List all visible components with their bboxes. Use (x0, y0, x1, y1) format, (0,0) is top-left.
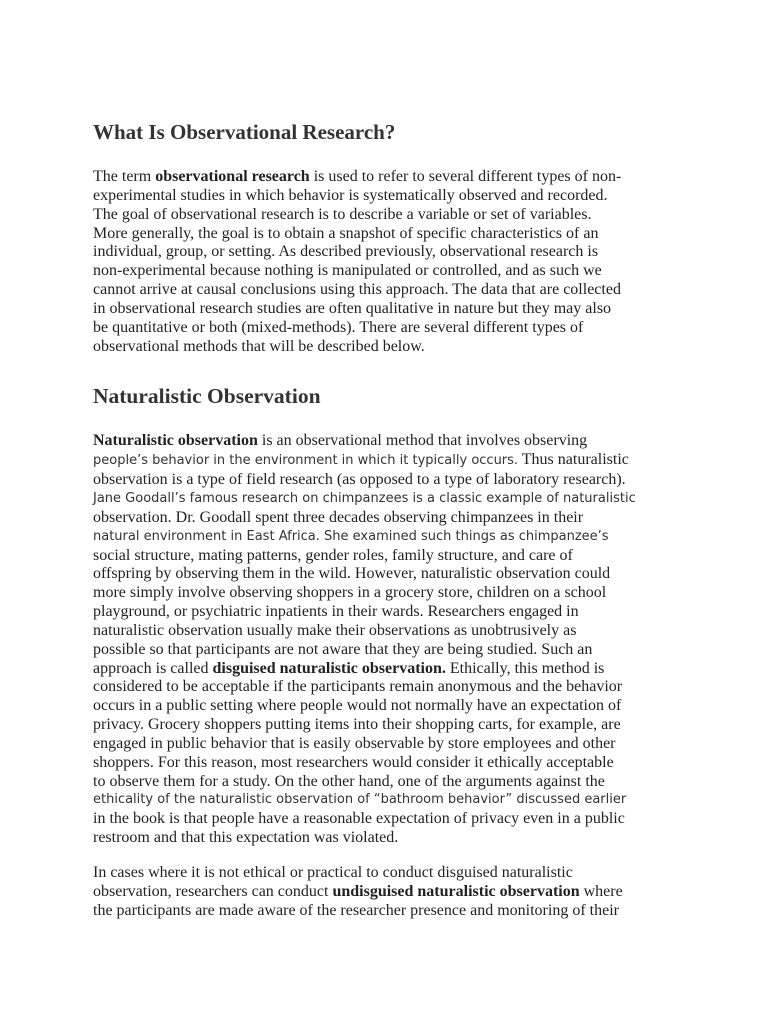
text-line (93, 432, 678, 451)
text-line: naturalistic observation usually make their observations as unobtrusively as (93, 621, 577, 639)
text-run: is an observational method that involves observing (257, 432, 588, 450)
text-run: Thus naturalistic (518, 451, 629, 469)
paragraph-observational-research (93, 168, 678, 356)
bold-term: Naturalistic observation (93, 432, 258, 450)
text-line: in observational research studies are often qualitative in nature but they may also (93, 299, 612, 317)
text-line: cannot arrive at causal conclusions using this approach. The data that are collected (93, 281, 621, 299)
bold-term: observational research (155, 168, 310, 185)
text-line (93, 660, 678, 679)
text-line: to observe them for a study. On the other hand, one of the arguments against the (93, 772, 605, 790)
text-run: The term (93, 168, 156, 185)
text-line: social structure, mating patterns, gender roles, family structure, and care of (93, 546, 573, 564)
text-line: observation is a type of field research (as opposed to a type of laboratory research). (93, 471, 626, 489)
section-heading-observational-research: What Is Observational Research? (93, 120, 396, 144)
bold-term: undisguised naturalistic observation (332, 882, 580, 900)
text-line: engaged in public behavior that is easily observable by store employees and other (93, 734, 616, 752)
text-line: individual, group, or setting. As described previously, observational research is (93, 243, 599, 261)
text-line: occurs in a public setting where people would not normally have an expectation of (93, 697, 622, 715)
text-line: possible so that participants are not aware that they are being studied. Such an (93, 640, 593, 658)
text-run: is used to refer to several different types of non- (309, 168, 622, 185)
text-line: playground, or psychiatric inpatients in their wards. Researchers engaged in (93, 603, 579, 621)
text-run: where (579, 882, 623, 900)
text-line: privacy. Grocery shoppers putting items into their shopping carts, for example, are (93, 716, 621, 734)
text-line: More generally, the goal is to obtain a snapshot of specific characteristics of an (93, 224, 599, 242)
section-heading-naturalistic-observation: Naturalistic Observation (93, 384, 321, 409)
text-line: non-experimental because nothing is manipulated or controlled, and as such we (93, 262, 602, 280)
text-run: Ethically, this method is (445, 659, 605, 677)
text-line: observational methods that will be described below. (93, 337, 425, 355)
text-line: observation. Dr. Goodall spent three decades observing chimpanzees in their (93, 508, 584, 526)
text-line: restroom and that this expectation was violated. (93, 829, 399, 847)
text-line: more simply involve observing shoppers in a grocery store, children on a school (93, 584, 607, 602)
text-line (93, 168, 678, 187)
paragraph-naturalistic-observation (93, 432, 678, 848)
document-page (93, 118, 678, 921)
text-line: experimental studies in which behavior is systematically observed and recorded. (93, 186, 608, 204)
text-run: people’s behavior in the environment in which it typically occurs. (93, 453, 519, 469)
text-line: be quantitative or both (mixed-methods). There are several different types of (93, 318, 584, 336)
text-line: natural environment in East Africa. She examined such things as chimpanzee’s (93, 528, 609, 544)
text-line (93, 883, 678, 902)
paragraph-undisguised-observation (93, 864, 678, 921)
text-line: The goal of observational research is to describe a variable or set of variables. (93, 205, 592, 223)
bold-term: disguised naturalistic observation. (212, 659, 446, 677)
text-line: ethicality of the naturalistic observation of “bathroom behavior” discussed earlier (93, 792, 627, 808)
text-line: Jane Goodall’s famous research on chimpanzees is a classic example of naturalistic (93, 490, 636, 506)
text-line: the participants are made aware of the researcher presence and monitoring of their (93, 901, 619, 919)
text-line: offspring by observing them in the wild. However, naturalistic observation could (93, 565, 611, 583)
text-run: observation, researchers can conduct (93, 882, 333, 900)
text-line (93, 451, 678, 471)
text-line: considered to be acceptable if the participants remain anonymous and the behavior (93, 678, 623, 696)
text-line: In cases where it is not ethical or practical to conduct disguised naturalistic (93, 864, 573, 881)
text-run: approach is called (93, 659, 213, 677)
text-line: shoppers. For this reason, most researchers would consider it ethically acceptable (93, 753, 614, 771)
text-line: in the book is that people have a reasonable expectation of privacy even in a public (93, 810, 625, 828)
